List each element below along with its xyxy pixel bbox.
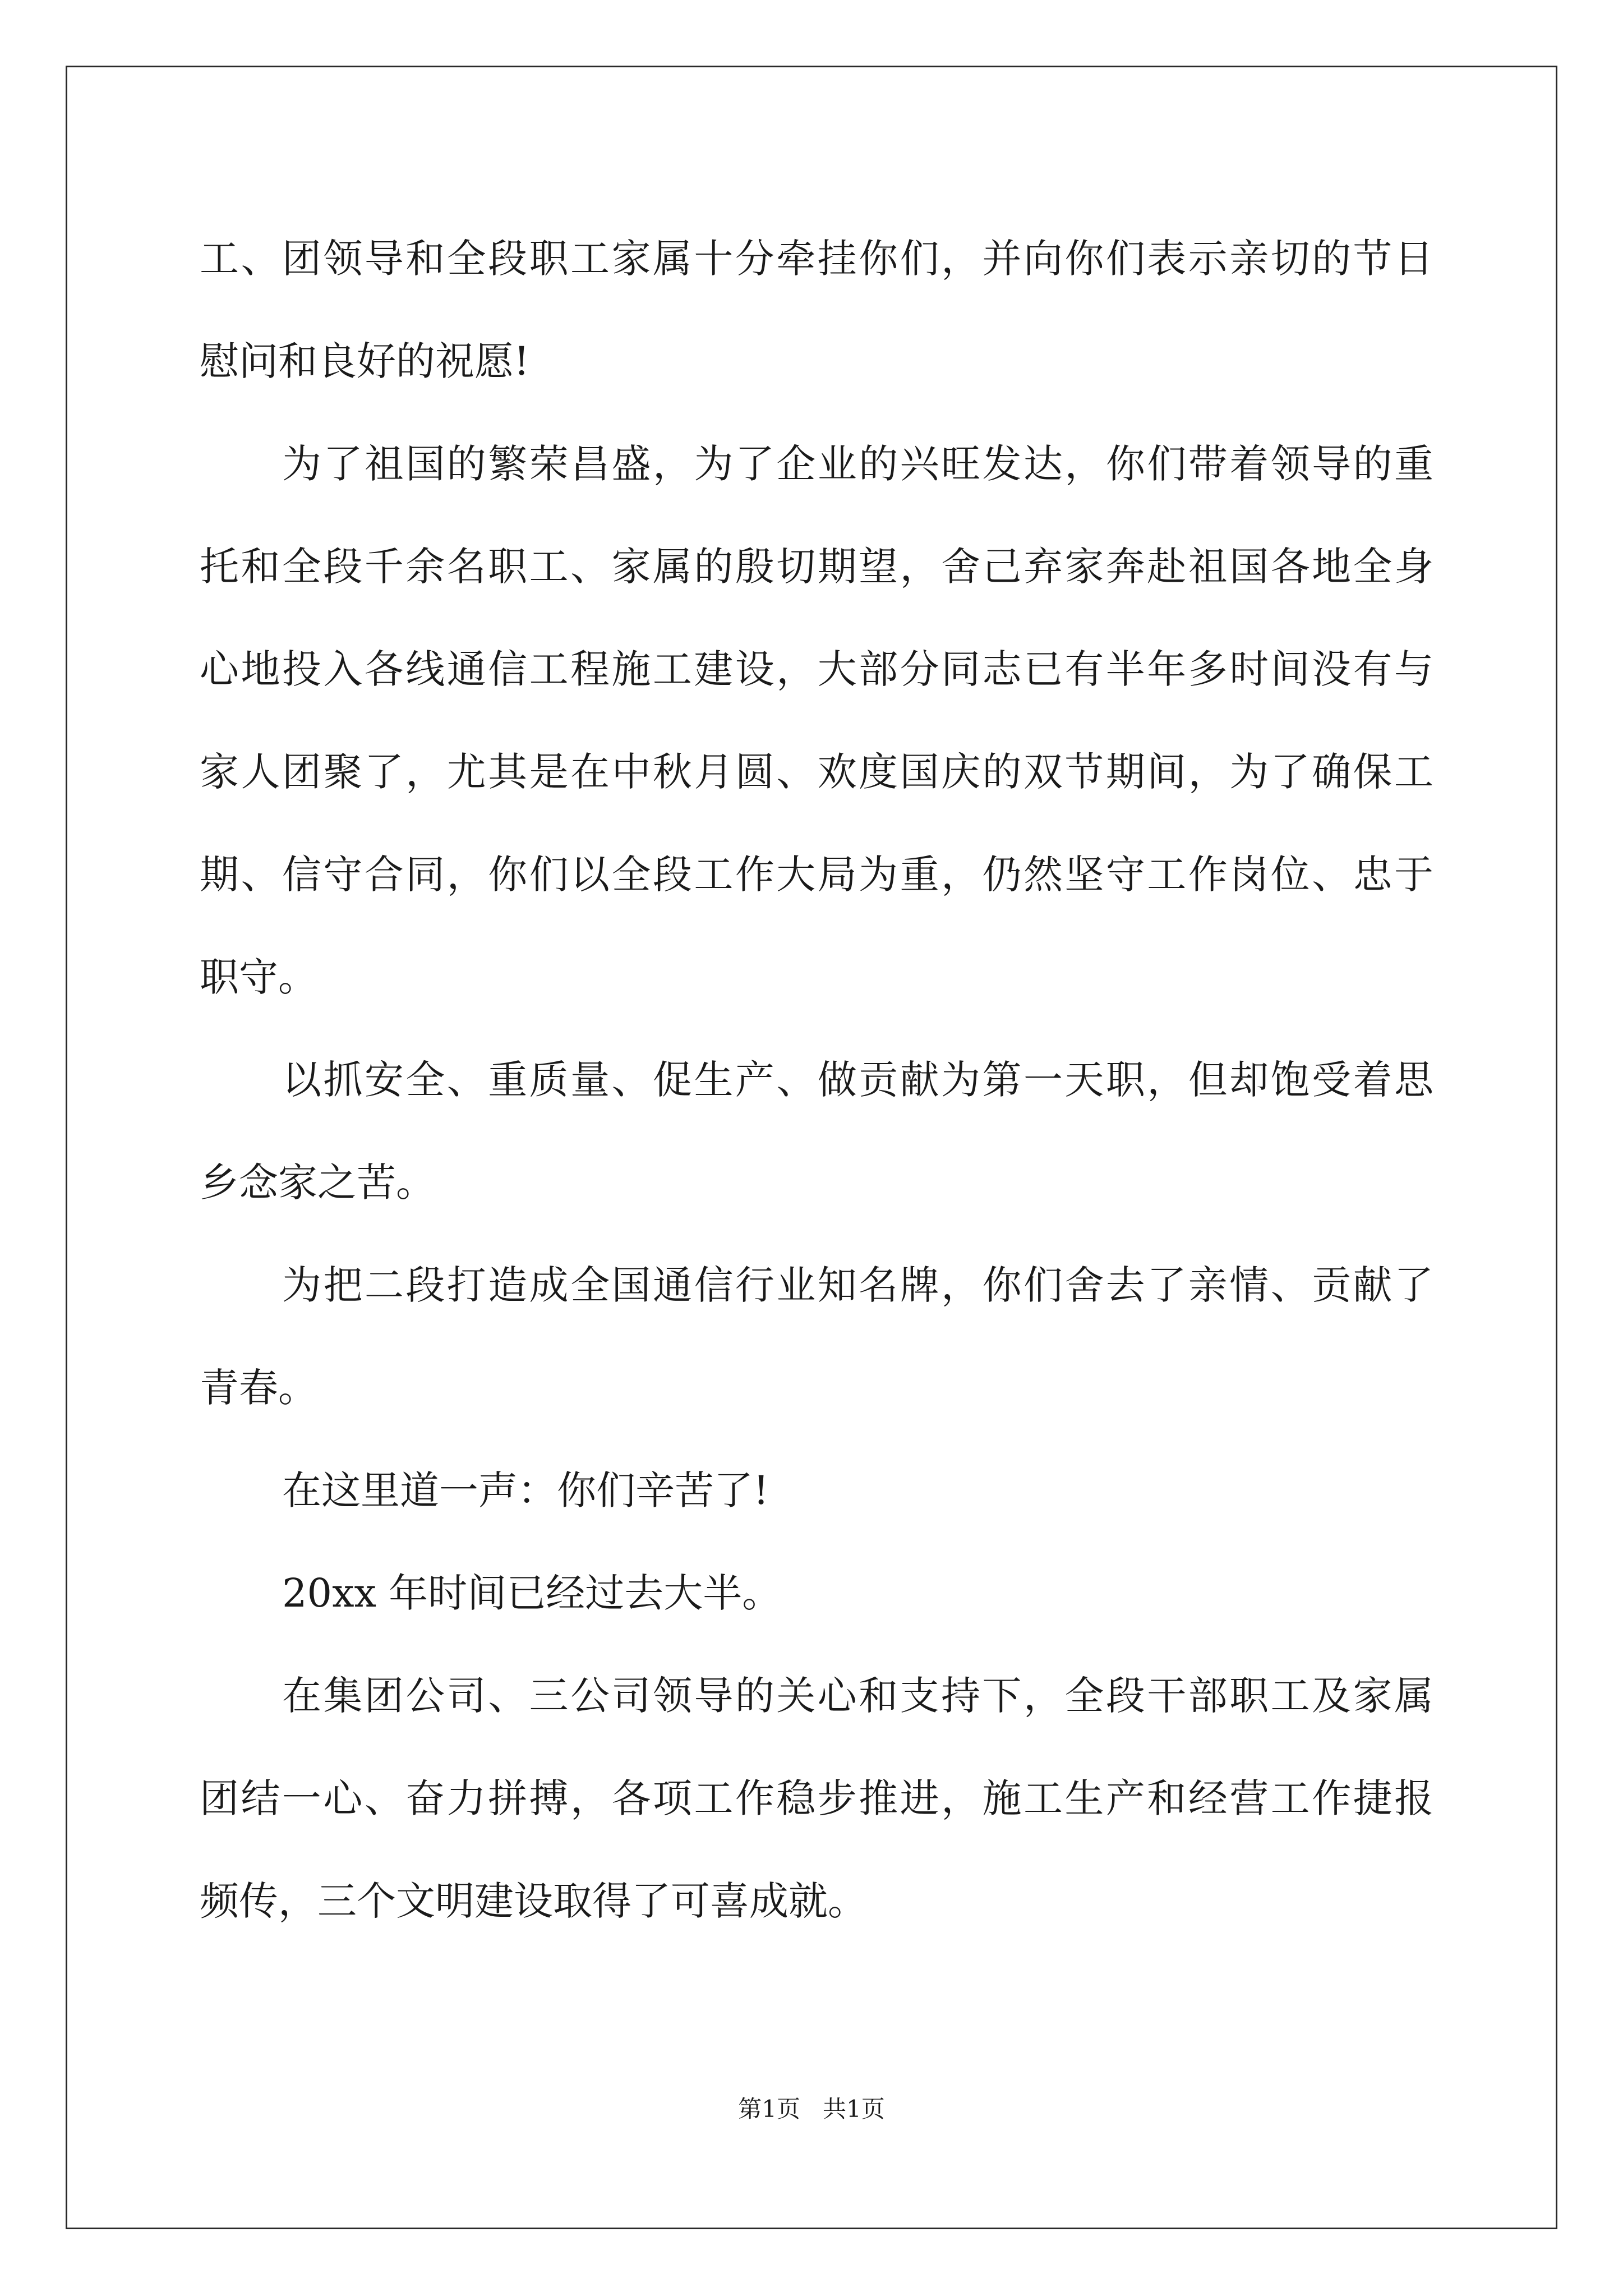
paragraph-3-line-2: 乡念家之苦。 (200, 1159, 435, 1205)
paragraph-2-line-6: 职守。 (200, 954, 317, 1000)
document-body (200, 208, 1433, 1953)
paragraph-7-line-3: 频传，三个文明建设取得了可喜成就。 (200, 1878, 867, 1924)
paragraph-7-line-1: 在集团公司、三公司领导的关心和支持下，全段干部职工及家属 (282, 1673, 1433, 1719)
page-footer: 第1页 共1页 (738, 2095, 885, 2123)
paragraph-2-line-2: 托和全段千余名职工、家属的殷切期望，舍己弃家奔赴祖国各地全身 (200, 544, 1433, 590)
paragraph-4-line-2: 青春。 (200, 1365, 317, 1411)
paragraph-1-line-2: 慰问和良好的祝愿! (200, 338, 530, 384)
paragraph-4-line-1: 为把二段打造成全国通信行业知名牌，你们舍去了亲情、贡献了 (282, 1262, 1433, 1308)
paragraph-3-line-1: 以抓安全、重质量、促生产、做贡献为第一天职，但却饱受着思 (282, 1057, 1433, 1103)
paragraph-2-line-4: 家人团聚了，尤其是在中秋月圆、欢度国庆的双节期间，为了确保工 (200, 749, 1433, 795)
paragraph-2-line-5: 期、信守合同，你们以全段工作大局为重，仍然坚守工作岗位、忠于 (200, 852, 1433, 898)
paragraph-1-line-1: 工、团领导和全段职工家属十分牵挂你们，并向你们表示亲切的节日 (200, 236, 1433, 282)
paragraph-7-line-2: 团结一心、奋力拼搏，各项工作稳步推进，施工生产和经营工作捷报 (200, 1775, 1433, 1821)
paragraph-2-line-1: 为了祖国的繁荣昌盛，为了企业的兴旺发达，你们带着领导的重 (282, 441, 1433, 487)
paragraph-5-line-1: 在这里道一声：你们辛苦了! (282, 1467, 769, 1513)
paragraph-2-line-3: 心地投入各线通信工程施工建设，大部分同志已有半年多时间没有与 (200, 646, 1433, 692)
paragraph-6-line-1: 20xx 年时间已经过去大半。 (282, 1570, 782, 1616)
